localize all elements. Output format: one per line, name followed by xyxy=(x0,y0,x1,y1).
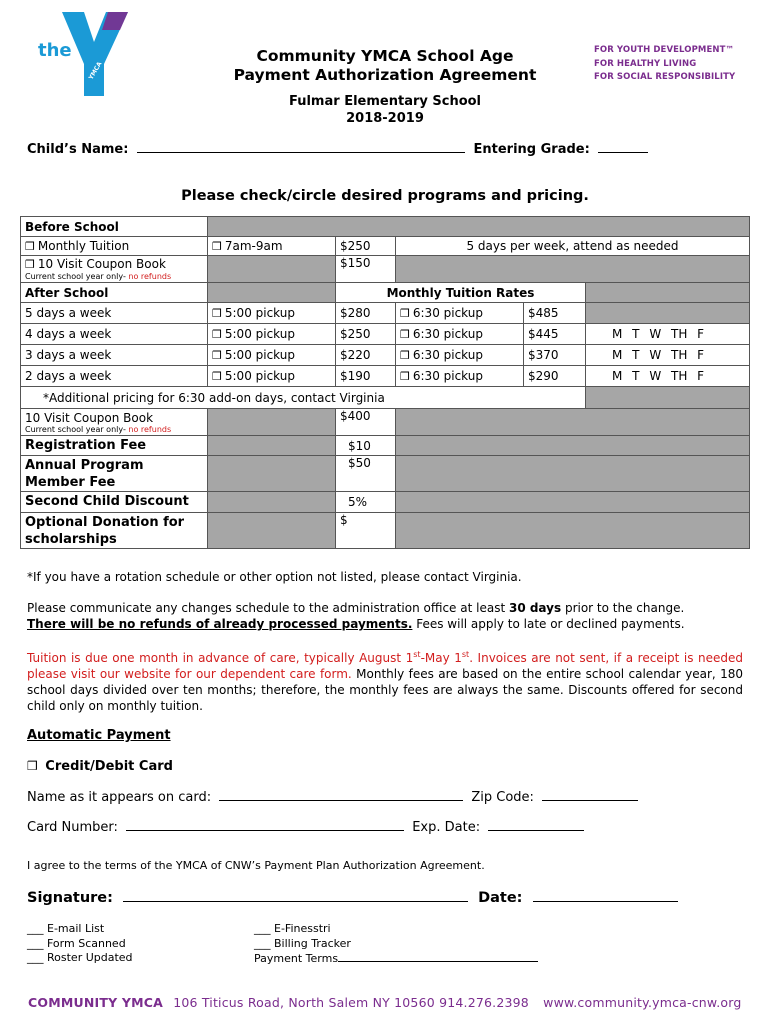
pickup-630-option[interactable] xyxy=(396,366,524,387)
coupon-no-refunds: no refunds xyxy=(128,272,172,281)
child-name-label: Child’s Name: xyxy=(27,142,129,157)
school-year: 2018-2019 xyxy=(346,111,424,126)
before-time-option[interactable] xyxy=(208,237,336,256)
footer-address: 106 Titicus Road, North Salem NY 10560 914.276.2398 xyxy=(173,995,529,1010)
fees-apply-note: Fees will apply to late or declined payments. xyxy=(412,617,685,631)
checkbox-icon[interactable]: ❒ xyxy=(27,759,38,773)
zip-label: Zip Code: xyxy=(471,790,534,805)
office-item: ___ Billing Tracker xyxy=(254,936,351,950)
member-fee-label-1: Annual Program xyxy=(25,457,144,473)
payment-terms-label: Payment Terms xyxy=(254,952,339,965)
communicate-text-1: Please communicate any changes schedule to the administration office at least xyxy=(27,601,509,615)
after-row-label: 5 days a week xyxy=(21,303,208,324)
checkbox-icon[interactable]: ❒ xyxy=(212,306,222,320)
footer-website[interactable]: www.community.ymca-cnw.org xyxy=(543,995,742,1010)
office-item-label: E-mail List xyxy=(47,922,105,935)
after-school-heading: After School xyxy=(21,283,208,303)
card-name-label: Name as it appears on card: xyxy=(27,790,212,805)
instruction-heading: Please check/circle desired programs and pricing. xyxy=(181,188,589,204)
office-item: ___ E-mail List xyxy=(27,922,105,935)
logo-side-text: YMCA xyxy=(87,60,104,81)
communicate-text-2: prior to the change. xyxy=(561,601,685,615)
pickup-500-option[interactable] xyxy=(208,303,336,324)
office-item-label: Roster Updated xyxy=(47,951,133,964)
after-coupon-option[interactable] xyxy=(21,409,208,436)
pickup-label: 5:00 pickup xyxy=(224,347,295,362)
rotation-note: *If you have a rotation schedule or other option not listed, please contact Virginia. xyxy=(27,570,522,584)
pickup-label: 6:30 pickup xyxy=(412,347,483,362)
discount-label: Second Child Discount xyxy=(21,492,208,513)
credit-card-option[interactable] xyxy=(27,758,743,775)
price-630: $290 xyxy=(524,366,586,387)
card-name-field[interactable] xyxy=(219,788,463,801)
date-label: Date: xyxy=(478,890,523,906)
after-row-label: 2 days a week xyxy=(21,366,208,387)
office-use-right xyxy=(254,922,538,967)
card-number-label: Card Number: xyxy=(27,820,118,835)
checkbox-icon[interactable]: ❒ xyxy=(400,348,410,362)
coupon-sub: Current school year only- xyxy=(25,272,126,281)
member-fee-price: $50 xyxy=(336,456,396,492)
donation-field[interactable]: $ xyxy=(336,513,396,549)
office-item-label: E-Finesstri xyxy=(274,922,331,935)
communicate-bold: 30 days xyxy=(508,601,562,615)
price-500: $220 xyxy=(336,345,396,366)
tuition-red-2: -May 1 xyxy=(420,651,462,665)
signature-label: Signature: xyxy=(27,890,113,906)
discount-value: 5% xyxy=(336,492,396,513)
tuition-note xyxy=(27,647,743,714)
card-number-field[interactable] xyxy=(126,818,404,831)
before-coupon-price: $150 xyxy=(336,256,396,283)
card-name-row xyxy=(27,788,743,806)
tuition-sup-2: st xyxy=(461,650,470,659)
checkbox-icon[interactable]: ❒ xyxy=(212,239,222,253)
coupon-sub: Current school year only- xyxy=(25,424,126,434)
communicate-note xyxy=(27,600,743,632)
checkbox-icon[interactable]: ❒ xyxy=(212,348,222,362)
pickup-label: 6:30 pickup xyxy=(412,368,483,383)
registration-fee-label: Registration Fee xyxy=(21,436,208,456)
pickup-630-option[interactable] xyxy=(396,324,524,345)
price-500: $190 xyxy=(336,366,396,387)
pickup-630-option[interactable] xyxy=(396,345,524,366)
child-info-row xyxy=(27,140,648,157)
additional-pricing-note: *Additional pricing for 6:30 add-on days, contact Virginia xyxy=(21,387,586,409)
rates-heading: Monthly Tuition Rates xyxy=(336,283,586,303)
exp-field[interactable] xyxy=(488,818,584,831)
credit-card-label: Credit/Debit Card xyxy=(45,759,173,774)
day-selector[interactable]: M T W TH F xyxy=(586,366,750,387)
member-fee-label-2: Member Fee xyxy=(25,474,116,490)
checkbox-icon[interactable]: ❒ xyxy=(400,327,410,341)
before-coupon-option[interactable] xyxy=(21,256,208,283)
registration-fee-price: $10 xyxy=(336,436,396,456)
day-selector[interactable]: M T W TH F xyxy=(586,345,750,366)
signature-field[interactable] xyxy=(123,887,468,902)
tagline xyxy=(594,44,735,85)
pickup-500-option[interactable] xyxy=(208,324,336,345)
office-item xyxy=(254,951,538,967)
pickup-label: 5:00 pickup xyxy=(224,326,295,341)
date-field[interactable] xyxy=(533,887,678,902)
office-use-left xyxy=(27,922,133,966)
footer xyxy=(28,995,741,1010)
tuition-red-3: . Invoices are not sent, if a receipt is needed please visit our website for our dependent care form. xyxy=(27,651,743,681)
after-row-label: 4 days a week xyxy=(21,324,208,345)
price-500: $280 xyxy=(336,303,396,324)
checkbox-icon[interactable]: ❒ xyxy=(400,306,410,320)
zip-field[interactable] xyxy=(542,788,638,801)
school-name-2: Elementary School xyxy=(344,94,482,109)
coupon-no-refunds: no refunds xyxy=(128,424,172,434)
tagline-line: FOR SOCIAL RESPONSIBILITY xyxy=(594,72,736,82)
after-coupon-price: $400 xyxy=(336,409,396,436)
office-item: ___ E-Finesstri xyxy=(254,922,331,935)
agreement-text: I agree to the terms of the YMCA of CNW’s Payment Plan Authorization Agreement. xyxy=(27,859,485,872)
donation-label-2: scholarships xyxy=(25,531,117,547)
checkbox-icon[interactable]: ❒ xyxy=(212,369,222,383)
automatic-payment-heading: Automatic Payment xyxy=(27,728,171,743)
tuition-text: Monthly fees are based on the entire school calendar year, 180 school days divided over ten months; therefore, the monthly fees are always the same. Discounts offered for second child only on monthly tuition. xyxy=(27,667,743,713)
member-fee-label xyxy=(21,456,208,492)
card-number-row xyxy=(27,818,743,836)
title-line-2: Payment Authorization Agreement xyxy=(233,66,537,84)
checkbox-icon[interactable]: ❒ xyxy=(212,327,222,341)
before-note: 5 days per week, attend as needed xyxy=(396,237,750,256)
grade-label: Entering Grade: xyxy=(473,142,590,157)
price-630: $445 xyxy=(524,324,586,345)
donation-label-1: Optional Donation for xyxy=(25,514,185,530)
tuition-red-1: Tuition is due one month in advance of care, typically August 1 xyxy=(27,651,414,665)
before-school-heading: Before School xyxy=(21,217,208,237)
ymca-logo xyxy=(32,8,137,98)
school-info xyxy=(200,93,570,127)
pickup-label: 5:00 pickup xyxy=(224,368,295,383)
exp-label: Exp. Date: xyxy=(412,820,481,835)
grade-field[interactable] xyxy=(598,140,648,153)
office-item: ___ Form Scanned xyxy=(27,936,126,950)
pickup-label: 5:00 pickup xyxy=(224,305,295,320)
checkbox-icon[interactable]: ❒ xyxy=(25,258,35,271)
price-630: $370 xyxy=(524,345,586,366)
title-line-1: Community YMCA School Age xyxy=(256,47,514,65)
tagline-line: FOR YOUTH DEVELOPMENT™ xyxy=(594,45,735,55)
document-title xyxy=(200,47,570,85)
before-time: 7am-9am xyxy=(224,238,283,253)
price-630: $485 xyxy=(524,303,586,324)
donation-label xyxy=(21,513,208,549)
office-item-label: Billing Tracker xyxy=(274,936,351,950)
pickup-630-option[interactable] xyxy=(396,303,524,324)
pickup-500-option[interactable] xyxy=(208,345,336,366)
pickup-label: 6:30 pickup xyxy=(412,305,483,320)
after-row-label: 3 days a week xyxy=(21,345,208,366)
before-monthly-option[interactable] xyxy=(21,237,208,256)
child-name-field[interactable] xyxy=(137,140,465,153)
price-500: $250 xyxy=(336,324,396,345)
checkbox-icon[interactable]: ❒ xyxy=(400,369,410,383)
day-selector[interactable]: M T W TH F xyxy=(586,324,750,345)
tuition-sup-1: st xyxy=(413,650,421,659)
logo-text: the xyxy=(38,40,72,61)
pickup-label: 6:30 pickup xyxy=(412,326,483,341)
tagline-line: FOR HEALTHY LIVING xyxy=(594,58,697,69)
before-coupon-label: 10 Visit Coupon Book xyxy=(37,257,166,271)
school-name xyxy=(200,93,570,110)
school-name-1: Fulmar xyxy=(288,94,340,109)
office-item: ___ Roster Updated xyxy=(27,951,133,964)
payment-terms-field[interactable] xyxy=(338,951,538,962)
before-monthly-price: $250 xyxy=(336,237,396,256)
checkbox-icon[interactable]: ❒ xyxy=(25,239,35,253)
footer-org: COMMUNITY YMCA xyxy=(28,995,164,1010)
no-refunds-note: There will be no refunds of already processed payments. xyxy=(27,617,413,631)
after-coupon-label: 10 Visit Coupon Book xyxy=(25,410,154,425)
office-item-label: Form Scanned xyxy=(47,936,126,950)
pickup-500-option[interactable] xyxy=(208,366,336,387)
before-monthly-label: Monthly Tuition xyxy=(37,238,130,253)
signature-row xyxy=(27,887,743,906)
pricing-table xyxy=(20,216,750,549)
